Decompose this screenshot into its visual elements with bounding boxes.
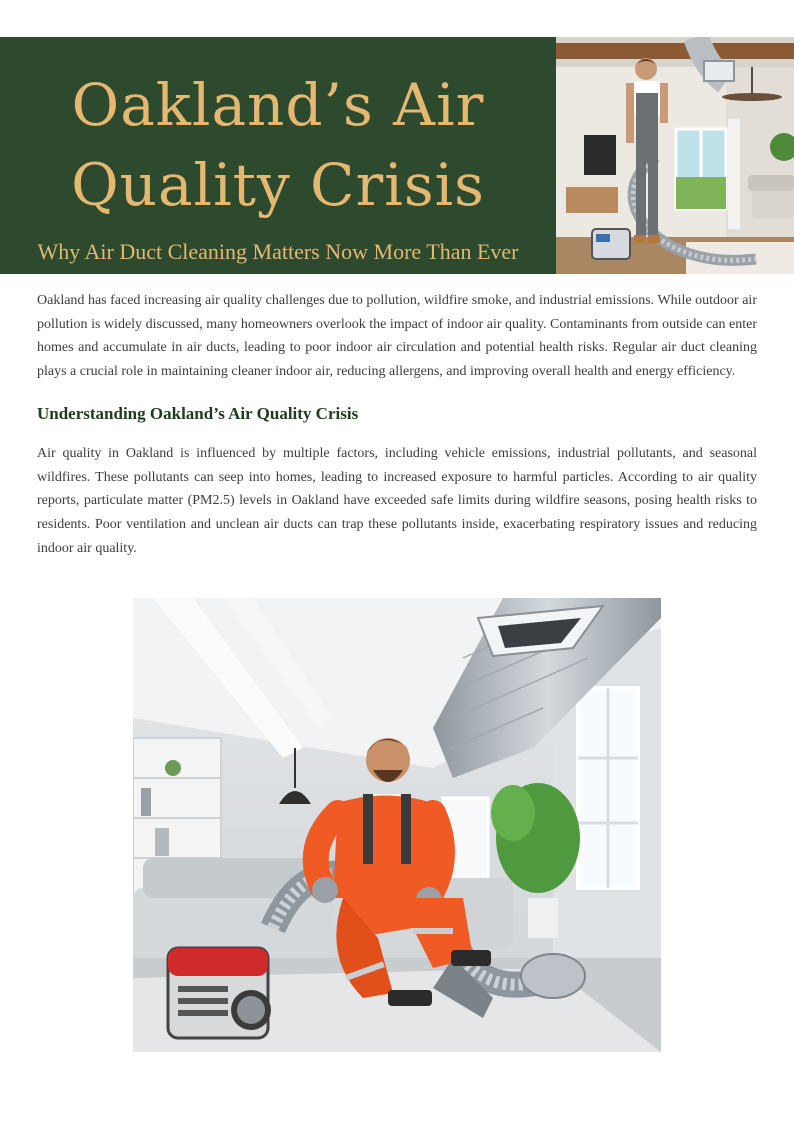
intro-paragraph: Oakland has faced increasing air quality challenges due to pollution, wildfire smoke, and industrial emissions. While outdoor air pollution is widely discussed, many homeowners overlook the impact of indoor air quality. Contaminants from outside can enter homes and accumulate in air ducts, leading to poor indoor air circulation and potential health risks. Regular air duct cleaning plays a crucial role in maintaining cleaner indoor air, reducing allergens, and improving overall health and energy efficiency. — [37, 293, 757, 380]
technician-cleaning-photo — [133, 598, 661, 1052]
section-heading: Understanding Oakland’s Air Quality Crisis — [37, 403, 359, 423]
hero-illustration — [556, 37, 794, 274]
header-banner — [0, 37, 794, 274]
banner-text-block — [0, 37, 556, 274]
title-line-2: Quality Crisis — [71, 151, 485, 219]
page-subtitle: Why Air Duct Cleaning Matters Now More Than Ever — [37, 239, 519, 264]
page-title — [0, 65, 556, 225]
hero-technician-image — [556, 37, 794, 274]
article-body — [37, 289, 757, 560]
cleaning-illustration — [133, 598, 661, 1052]
title-line-1: Oakland’s Air — [71, 71, 485, 139]
section-paragraph: Air quality in Oakland is influenced by multiple factors, including vehicle emissions, industrial pollutants, and seasonal wildfires. These pollutants can seep into homes, leading to increased exposure to harmful particles. According to air quality reports, particulate matter (PM2.5) levels in Oakland have exceeded safe limits during wildfire seasons, posing health risks to residents. Poor ventilation and unclean air ducts can trap these pollutants inside, exacerbating respiratory issues and reducing indoor air quality. — [37, 445, 757, 556]
